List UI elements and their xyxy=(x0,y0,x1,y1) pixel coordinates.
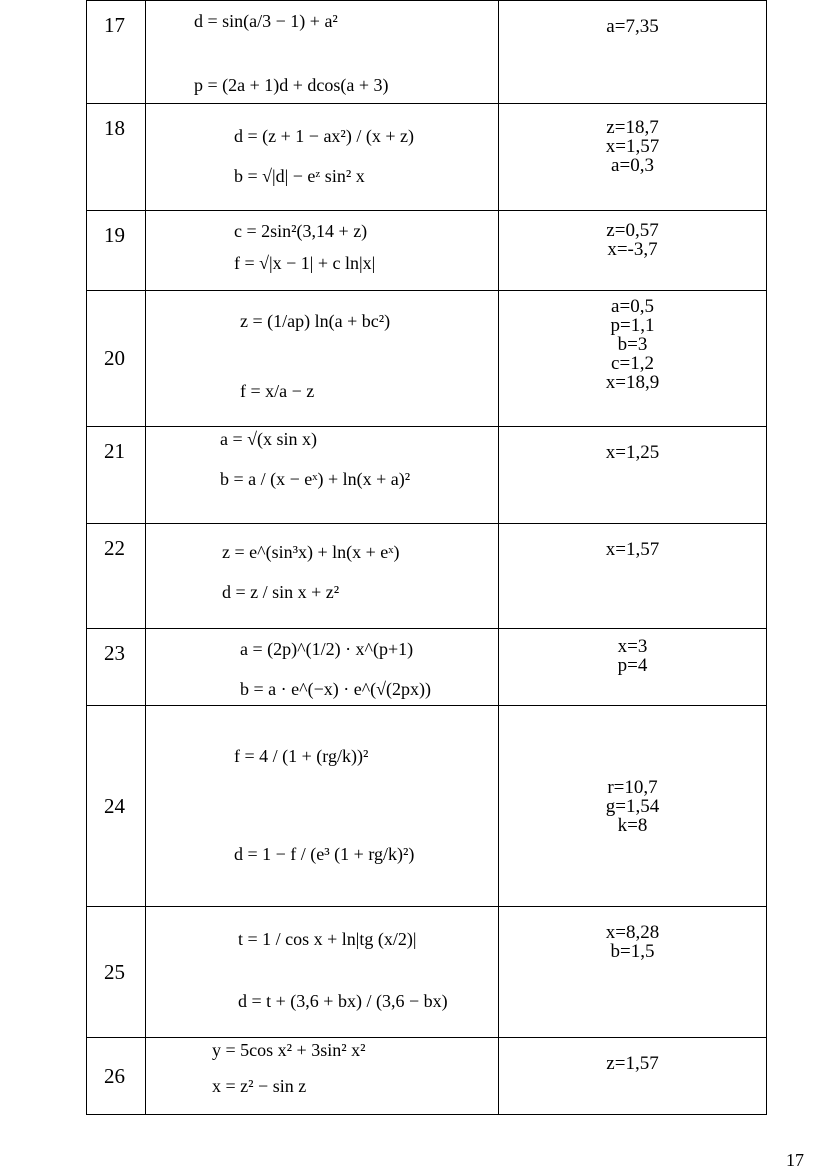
formula-2: x = z² − sin z xyxy=(212,1076,307,1096)
row-number: 18 xyxy=(87,104,146,211)
values: x=3 p=4 xyxy=(617,636,648,676)
formula-2: p = (2a + 1)d + dcos(a + 3) xyxy=(194,75,389,95)
formula-table xyxy=(86,0,767,1115)
values: x=1,25 xyxy=(605,442,660,463)
formula-cell xyxy=(146,706,499,907)
table-row xyxy=(87,629,767,706)
formula-cell xyxy=(146,1038,499,1115)
table-row xyxy=(87,907,767,1038)
formula-1: a = √(x sin x) xyxy=(220,429,318,449)
values-cell xyxy=(499,629,767,706)
values: z=18,7 x=1,57 a=0,3 xyxy=(605,117,660,176)
formula-1: d = (z + 1 − ax²) / (x + z) xyxy=(234,126,414,146)
formula-cell xyxy=(146,1,499,104)
table-row xyxy=(87,211,767,291)
formula-1: a = (2p)^(1/2) · x^(p+1) xyxy=(240,639,414,659)
row-number: 20 xyxy=(87,291,146,427)
row-number: 23 xyxy=(87,629,146,706)
formula-2: b = √|d| − eᶻ sin² x xyxy=(234,166,365,186)
row-number: 25 xyxy=(87,907,146,1038)
values-cell xyxy=(499,706,767,907)
formula-1: f = 4 / (1 + (rg/k))² xyxy=(234,746,369,766)
table-row xyxy=(87,706,767,907)
formula-2: d = t + (3,6 + bx) / (3,6 − bx) xyxy=(238,991,448,1011)
formula-2: d = z / sin x + z² xyxy=(222,582,340,602)
formula-cell xyxy=(146,629,499,706)
table-row xyxy=(87,524,767,629)
values: x=1,57 xyxy=(605,539,660,560)
formula-1: z = (1/ap) ln(a + bc²) xyxy=(240,311,391,331)
table-row xyxy=(87,104,767,211)
values: a=0,5 p=1,1 b=3 c=1,2 x=18,9 xyxy=(605,296,660,393)
values: r=10,7 g=1,54 k=8 xyxy=(605,776,660,836)
values: x=8,28 b=1,5 xyxy=(605,922,660,962)
formula-cell xyxy=(146,104,499,211)
formula-2: b = a · e^(−x) · e^(√(2px)) xyxy=(240,679,431,699)
formula-cell xyxy=(146,291,499,427)
formula-2: f = x/a − z xyxy=(240,381,315,401)
values-cell xyxy=(499,427,767,524)
formula-1: y = 5cos x² + 3sin² x² xyxy=(212,1040,366,1060)
row-number: 17 xyxy=(87,1,146,104)
row-number: 21 xyxy=(87,427,146,524)
row-number: 24 xyxy=(87,706,146,907)
formula-1: t = 1 / cos x + ln|tg (x/2)| xyxy=(238,929,417,949)
table-row xyxy=(87,1,767,104)
values-cell xyxy=(499,104,767,211)
row-number: 19 xyxy=(87,211,146,291)
table-row xyxy=(87,291,767,427)
values: a=7,35 xyxy=(606,16,659,37)
values-cell xyxy=(499,524,767,629)
formula-cell xyxy=(146,524,499,629)
table-row xyxy=(87,427,767,524)
values-cell xyxy=(499,291,767,427)
values-cell xyxy=(499,1038,767,1115)
formula-2: b = a / (x − eˣ) + ln(x + a)² xyxy=(220,469,411,489)
table-row xyxy=(87,1038,767,1115)
values-cell xyxy=(499,907,767,1038)
row-number: 22 xyxy=(87,524,146,629)
values: z=0,57 x=-3,7 xyxy=(606,220,659,260)
formula-1: c = 2sin²(3,14 + z) xyxy=(234,221,368,241)
formula-cell xyxy=(146,211,499,291)
values: z=1,57 xyxy=(606,1053,659,1074)
formula-2: f = √|x − 1| + c ln|x| xyxy=(234,253,376,273)
formula-cell xyxy=(146,907,499,1038)
formula-1: d = sin(a/3 − 1) + a² xyxy=(194,11,338,31)
values-cell xyxy=(499,1,767,104)
formula-2: d = 1 − f / (e³ (1 + rg/k)²) xyxy=(234,844,415,864)
formula-cell xyxy=(146,427,499,524)
formula-1: z = e^(sin³x) + ln(x + eˣ) xyxy=(222,542,400,562)
row-number: 26 xyxy=(87,1038,146,1115)
values-cell xyxy=(499,211,767,291)
page-number: 17 xyxy=(786,1150,804,1170)
